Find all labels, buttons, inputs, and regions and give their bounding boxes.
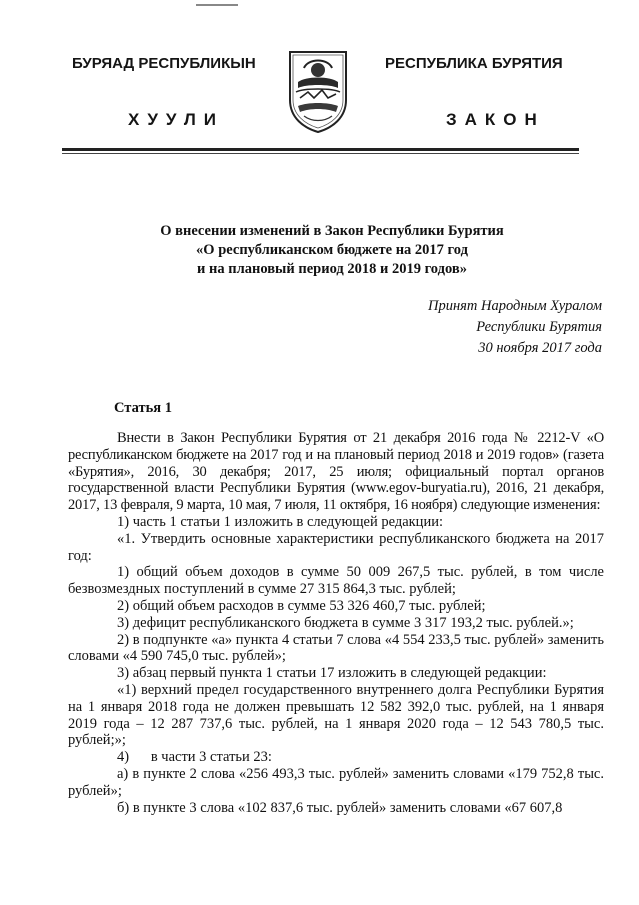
article-body <box>68 430 604 816</box>
body-paragraph: а) в пункте 2 слова «256 493,3 тыс. рублей» заменить словами «179 752,8 тыс. рублей»; <box>68 765 604 799</box>
adoption-date: 30 ноября 2017 года <box>478 340 602 356</box>
body-paragraph: Внести в Закон Республики Бурятия от 21 декабря 2016 года № 2212-V «О республиканском бюджете на 2017 год и на плановый период 2018 и 2019 годов» (газета «Бурятия», 2016, 30 декабря; 2017, 25 июля; официальный портал органов государственной власти Республики Бурятия (www.egov-buryatia.ru), 2016, 21 декабря, 2017, 13 февраля, 9 марта, 10 мая, 7 июля, 11 октября, 16 ноября) следующие изменения: <box>68 430 604 514</box>
header-right-top: РЕСПУБЛИКА БУРЯТИЯ <box>385 55 563 72</box>
title-line: и на плановый период 2018 и 2019 годов» <box>197 261 467 277</box>
title-line: О внесении изменений в Закон Республики Бурятия <box>160 223 504 239</box>
header-divider-thick <box>62 148 579 151</box>
scan-mark <box>196 4 238 6</box>
header-left-top: БУРЯАД РЕСПУБЛИКЫН <box>72 55 256 72</box>
body-paragraph: 3) дефицит республиканского бюджета в сумме 3 317 193,2 тыс. рублей.»; <box>117 614 574 631</box>
body-paragraph: 2) в подпункте «а» пункта 4 статьи 7 слова «4 554 233,5 тыс. рублей» заменить словами «4 590 745,0 тыс. рублей»; <box>68 631 604 665</box>
title-line: «О республиканском бюджете на 2017 год <box>196 242 468 258</box>
body-paragraph: «1) верхний предел государственного внутреннего долга Республики Бурятия на 1 января 2018 года не должен превышать 12 582 392,0 тыс. рублей, на 1 января 2019 года – 12 287 737,6 тыс. рублей, на 1 января 2020 года – 12 543 780,5 тыс. рублей;»; <box>68 681 604 749</box>
header-right-bottom: ЗАКОН <box>446 110 545 129</box>
header-left-bottom: ХУУЛИ <box>128 110 224 129</box>
body-paragraph: 1) часть 1 статьи 1 изложить в следующей редакции: <box>117 513 443 530</box>
adoption-note <box>428 296 602 359</box>
body-paragraph: «1. Утвердить основные характеристики республиканского бюджета на 2017 год: <box>68 530 604 564</box>
adoption-line: Республики Бурятия <box>476 319 602 335</box>
body-paragraph: 4) в части 3 статьи 23: <box>117 749 272 766</box>
body-paragraph: 3) абзац первый пункта 1 статьи 17 изложить в следующей редакции: <box>117 665 547 682</box>
header-divider-thin <box>62 153 579 154</box>
body-paragraph: 1) общий объем доходов в сумме 50 009 267,5 тыс. рублей, в том числе безвозмездных поступлений в сумме 27 315 864,3 тыс. рублей; <box>68 564 604 598</box>
coat-of-arms-emblem <box>284 48 352 134</box>
adoption-line: Принят Народным Хуралом <box>427 298 602 314</box>
law-title <box>100 222 564 279</box>
article-heading: Статья 1 <box>114 400 172 416</box>
body-paragraph: 2) общий объем расходов в сумме 53 326 460,7 тыс. рублей; <box>117 597 486 614</box>
body-paragraph: б) в пункте 3 слова «102 837,6 тыс. рублей» заменить словами «67 607,8 <box>117 799 563 816</box>
